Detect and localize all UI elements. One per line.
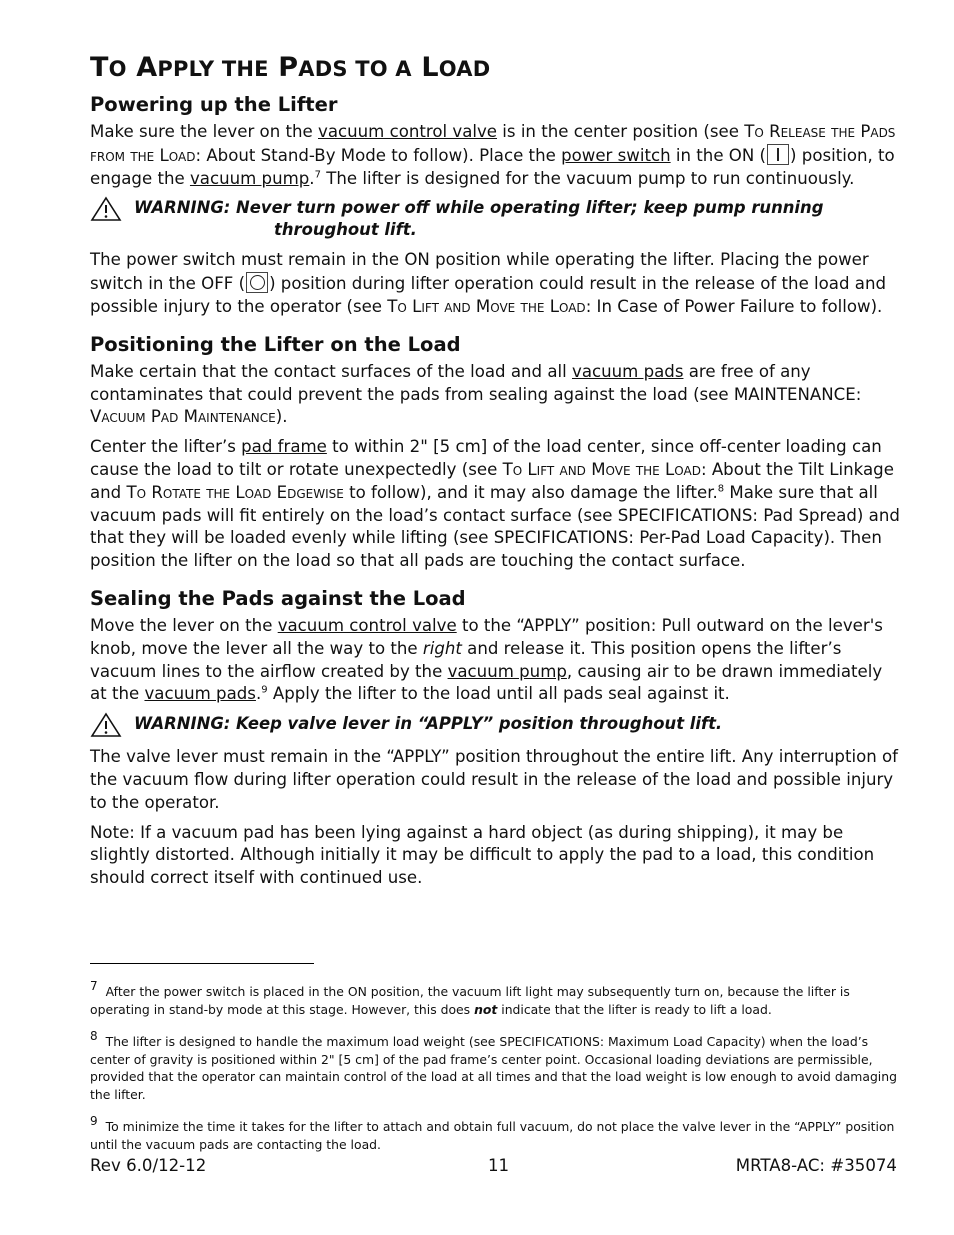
paragraph: Center the lifter’s pad frame to within 2" [5 cm] of the load center, since off-center loading can cause the load to tilt or rotate unexpectedly (see To Lift and Move the Load: About the Tilt Linkage and To Rotate the Load Edgewise to follow), and it may also damage the lifter.$^8$ Make sure that all vacuum pads will fit entirely on the load’s contact surface (see SPECIFICATIONS: Pad Spread) and that they will be loaded evenly while lifting (see SPECIFICATIONS: Per-Pad Load Capacity). Then position the lifter on the load so that all pads are touching the contact surface. [90, 437, 900, 571]
page-body [90, 52, 900, 897]
cross-reference[interactable]: Vacuum Pad Maintenance [90, 407, 276, 427]
warning-text: WARNING: Keep valve lever in “APPLY” position throughout lift. [134, 714, 723, 734]
section-heading-sealing: Sealing the Pads against the Load [90, 586, 466, 610]
warning-triangle-icon [90, 196, 122, 222]
link-vacuum-pads[interactable]: vacuum pads [572, 361, 684, 381]
paragraph: Note: If a vacuum pad has been lying against a hard object (as during shipping), it may be slightly distorted. Although initially it may be difficult to apply the pad to a load, this condition should correct itself with continued use. [90, 822, 875, 888]
section-heading-positioning: Positioning the Lifter on the Load [90, 332, 461, 356]
footnotes [90, 978, 900, 1163]
footnote-ref-7[interactable]: 7 [314, 169, 321, 181]
warning-text: WARNING: Never turn power off while operating lifter; keep pump running throughout lift. [134, 198, 824, 240]
paragraph: The power switch must remain in the ON position while operating the lifter. Placing the power switch in the OFF ( ) position during lifter operation could result in the release of the load and possible injury to the operator (see To Lift and Move the Load: In Case of Power Failure to follow). [90, 250, 887, 316]
section-heading-powering: Powering up the Lifter [90, 93, 338, 116]
cross-reference[interactable]: To Lift and Move the Load [502, 459, 701, 479]
footnote-ref-9[interactable]: 9 [261, 684, 268, 696]
warning-block [90, 713, 900, 738]
cross-reference[interactable]: To Release the Pads from the Load [90, 122, 896, 165]
footnote-8: 8 The lifter is designed to handle the maximum load weight (see SPECIFICATIONS: Maximum Load Capacity) when the load’s center of gravity is positioned within 2" [5 cm] of the pad frame’s center point. Occasional loading deviations are permissible, provided that the operator can maintain control of the load at all times and that the load weight is low enough to avoid damaging the lifter. [90, 1029, 897, 1102]
footnote-9: 9 To minimize the time it takes for the lifter to attach and obtain full vacuum, do not place the valve lever in the “APPLY” position until the vacuum pads are contacting the load. [90, 1114, 895, 1152]
cross-reference[interactable]: To Lift and Move the Load [387, 296, 586, 316]
link-vacuum-pads[interactable]: vacuum pads [144, 684, 256, 704]
link-vacuum-control-valve[interactable]: vacuum control valve [277, 615, 457, 635]
footnote-7: 7 After the power switch is placed in the ON position, the vacuum lift light may subsequently turn on, because the lifter is operating in stand-by mode at this stage. However, this does not indicate that the lifter is ready to lift a load. [90, 979, 850, 1017]
revision-label: Rev 6.0/12-12 [90, 1156, 207, 1175]
page-number: 11 [488, 1156, 510, 1175]
document-id: MRTA8-AC: #35074 [735, 1156, 897, 1175]
paragraph: Make sure the lever on the vacuum control valve is in the center position (see To Release the Pads from the Load: About Stand-By Mode to follow). Place the power switch in the ON ( ) position, to engage the vacuum pump.$^7$ The lifter is designed for the vacuum pump to run continuously. [90, 122, 896, 188]
paragraph: Move the lever on the vacuum control valve to the “APPLY” position: Pull outward on the lever's knob, move the lever all the way to the right and release it. This position opens the lifter’s vacuum lines to the airflow created by the vacuum pump, causing air to be drawn immediately at the vacuum pads.$^9$ Apply the lifter to the load until all pads seal against it. [90, 615, 883, 704]
link-pad-frame[interactable]: pad frame [241, 437, 327, 457]
warning-block [90, 197, 900, 241]
link-vacuum-pump[interactable]: vacuum pump [189, 168, 310, 188]
link-vacuum-pump[interactable]: vacuum pump [447, 661, 567, 681]
cross-reference[interactable]: To Rotate the Load Edgewise [126, 482, 344, 502]
link-power-switch[interactable]: power switch [561, 145, 671, 165]
page-title: TO APPLY THE PADS TO A LOAD [90, 52, 491, 83]
paragraph: Make certain that the contact surfaces of the load and all vacuum pads are free of any contaminates that could prevent the pads from sealing against the load (see MAINTENANCE: Vacuum Pad Maintenance). [90, 361, 862, 427]
footnote-ref-8[interactable]: 8 [717, 483, 725, 495]
warning-triangle-icon [90, 712, 122, 738]
footnote-divider [90, 963, 314, 964]
paragraph: The valve lever must remain in the “APPLY” position throughout the entire lift. Any interruption of the vacuum flow during lifter operation could result in the release of the load and possible injury to the operator. [90, 747, 899, 812]
link-vacuum-control-valve[interactable]: vacuum control valve [318, 122, 498, 141]
power-on-symbol-icon [767, 144, 789, 165]
power-off-symbol-icon [246, 272, 268, 293]
